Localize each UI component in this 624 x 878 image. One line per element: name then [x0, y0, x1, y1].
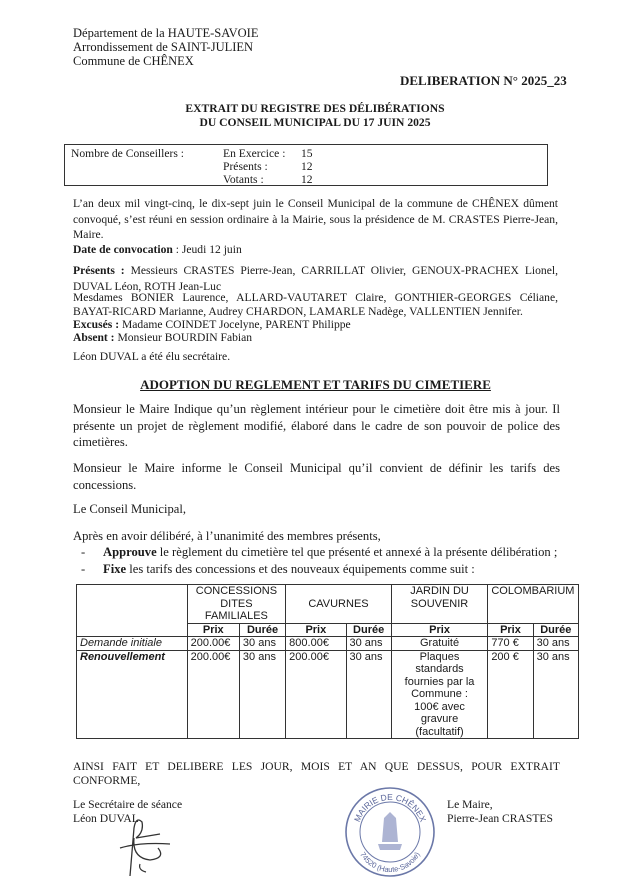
tariff-table — [76, 584, 579, 739]
cell-concessions-duree: 30 ans — [239, 637, 285, 651]
approve-text: le règlement du cimetière tel que présenté et annexé à la présente délibération ; — [156, 545, 558, 559]
sub-cavurnes-prix: Prix — [286, 623, 346, 637]
secretary-election: Léon DUVAL a été élu secrétaire. — [73, 350, 231, 363]
cell-colombarium-duree: 30 ans — [533, 650, 578, 739]
council-count-box — [64, 144, 548, 186]
sub-colombarium-prix: Prix — [488, 623, 533, 637]
cell-colombarium-duree: 30 ans — [533, 637, 578, 651]
department-header — [73, 26, 258, 68]
cell-jardin-prix: Gratuité — [391, 637, 488, 651]
cell-cavurnes-duree: 30 ans — [346, 637, 391, 651]
table-row — [77, 637, 579, 651]
cell-jardin-prix: Plaques standards fournies par la Commune : 100€ avec gravure (facultatif) — [391, 650, 488, 739]
intro-paragraph: L’an deux mil vingt-cinq, le dix-sept juin le Conseil Municipal de la commune de CHÊNEX dûment convoqué, s’est réuni en session ordinaire à la Mairie, sous la présidence de M. CRASTES Pierre-Jean, Maire. — [73, 197, 558, 241]
arrondissement-line: Arrondissement de SAINT-JULIEN — [73, 40, 254, 54]
group-cavurnes: CAVURNES — [286, 585, 392, 624]
stamp-bottom-text: 74520 (Haute-Savoie) — [358, 850, 422, 875]
row-label-renewal: Renouvellement — [77, 650, 188, 739]
table-corner — [77, 585, 188, 624]
count-voters-value: 12 — [301, 173, 313, 186]
commune-line: Commune de CHÊNEX — [73, 54, 194, 68]
table-subheader-row — [77, 623, 579, 637]
row-label-initial: Demande initiale — [77, 637, 188, 651]
section-title: ADOPTION DU REGLEMENT ET TARIFS DU CIMETIERE — [140, 377, 491, 392]
body-paragraph-3: Le Conseil Municipal, — [73, 502, 186, 516]
cell-colombarium-prix: 770 € — [488, 637, 533, 651]
decision-approve — [73, 544, 573, 561]
count-voters-label: Votants : — [223, 173, 264, 186]
title-line-1: EXTRAIT DU REGISTRE DES DÉLIBÉRATIONS — [185, 102, 445, 115]
body-paragraph-1: Monsieur le Maire Indique qu’un règlement intérieur pour le cimetière doit être mis à jour. Il présente un projet de règlement modifié, élaboré dans le cadre de son pouvoir de police des cimetières. — [73, 402, 560, 449]
cell-cavurnes-prix: 200.00€ — [286, 650, 346, 739]
absent-member: Monsieur BOURDIN Fabian — [114, 331, 253, 344]
count-present-label: Présents : — [223, 160, 268, 173]
convocation-date: : Jeudi 12 juin — [172, 243, 242, 256]
body-paragraph-2: Monsieur le Maire informe le Conseil Municipal qu’il convient de définir les tarifs des concessions. — [73, 461, 560, 492]
sub-jardin-prix: Prix — [391, 623, 488, 637]
fix-keyword: Fixe — [103, 561, 127, 576]
count-in-office-value: 15 — [301, 147, 313, 160]
cell-concessions-prix: 200.00€ — [187, 637, 239, 651]
body-paragraph-4: Après en avoir délibéré, à l’unanimité des membres présents, — [73, 529, 381, 543]
cell-colombarium-prix: 200 € — [488, 650, 533, 739]
mairie-stamp — [340, 782, 440, 878]
mayor-title: Le Maire, — [447, 798, 493, 811]
secretary-title: Le Secrétaire de séance — [73, 798, 183, 811]
fix-text: les tarifs des concessions et des nouveaux équipements comme suit : — [126, 561, 475, 576]
convocation-line — [73, 242, 242, 258]
table-row — [77, 650, 579, 739]
convocation-label: Date de convocation — [73, 243, 173, 256]
title-line-2: DU CONSEIL MUNICIPAL DU 17 JUIN 2025 — [199, 116, 431, 129]
subheader-corner — [77, 623, 188, 637]
cell-cavurnes-prix: 800.00€ — [286, 637, 346, 651]
council-count-label: Nombre de Conseillers : — [71, 147, 185, 160]
absent-line — [73, 330, 252, 346]
secretary-name: Léon DUVAL — [73, 812, 139, 825]
attendance-present-men — [73, 263, 558, 294]
sub-concessions-duree: Durée — [239, 623, 285, 637]
group-concessions: CONCESSIONS DITES FAMILIALES — [187, 585, 286, 624]
count-present-value: 12 — [301, 160, 313, 173]
stamp-emblem — [378, 812, 402, 850]
group-jardin: JARDIN DU SOUVENIR — [391, 585, 488, 624]
present-women: Mesdames BONIER Laurence, ALLARD-VAUTARET Claire, GONTHIER-GEORGES Céliane, BAYAT-RICARD Marianne, Audrey CHARDON, LAMARLE Nadège, VALLENTIEN Jennifer. — [73, 291, 558, 318]
sub-colombarium-duree: Durée — [533, 623, 578, 637]
decision-fix — [73, 561, 573, 578]
present-men: Messieurs CRASTES Pierre-Jean, CARRILLAT Olivier, GENOUX-PRACHEX Lionel, DUVAL Léon, ROTH Jean-Luc — [73, 264, 558, 293]
table-header-row — [77, 585, 579, 624]
mayor-signature-block — [447, 798, 553, 826]
closing-statement: AINSI FAIT ET DELIBERE LES JOUR, MOIS ET AN QUE DESSUS, POUR EXTRAIT CONFORME, — [73, 760, 560, 787]
cell-concessions-prix: 200.00€ — [187, 650, 239, 739]
mayor-name: Pierre-Jean CRASTES — [447, 812, 553, 825]
deliberation-number: DELIBERATION N° 2025_23 — [400, 73, 567, 88]
stamp-top-text: MAIRIE DE CHÊNEX — [351, 791, 429, 824]
cell-cavurnes-duree: 30 ans — [346, 650, 391, 739]
approve-keyword: Approuve — [103, 545, 157, 559]
count-in-office-label: En Exercice : — [223, 147, 286, 160]
sub-cavurnes-duree: Durée — [346, 623, 391, 637]
excused-label: Excusés : — [73, 318, 120, 331]
decision-list — [73, 544, 573, 577]
present-label: Présents : — [73, 264, 125, 277]
sub-concessions-prix: Prix — [187, 623, 239, 637]
group-colombarium: COLOMBARIUM — [488, 585, 579, 624]
department-line: Département de la HAUTE-SAVOIE — [73, 26, 259, 40]
absent-label: Absent : — [73, 331, 115, 344]
secretary-handwritten-signature — [100, 808, 190, 878]
cell-concessions-duree: 30 ans — [239, 650, 285, 739]
excused-members: Madame COINDET Jocelyne, PARENT Philippe — [119, 318, 351, 331]
document-title — [120, 102, 510, 130]
